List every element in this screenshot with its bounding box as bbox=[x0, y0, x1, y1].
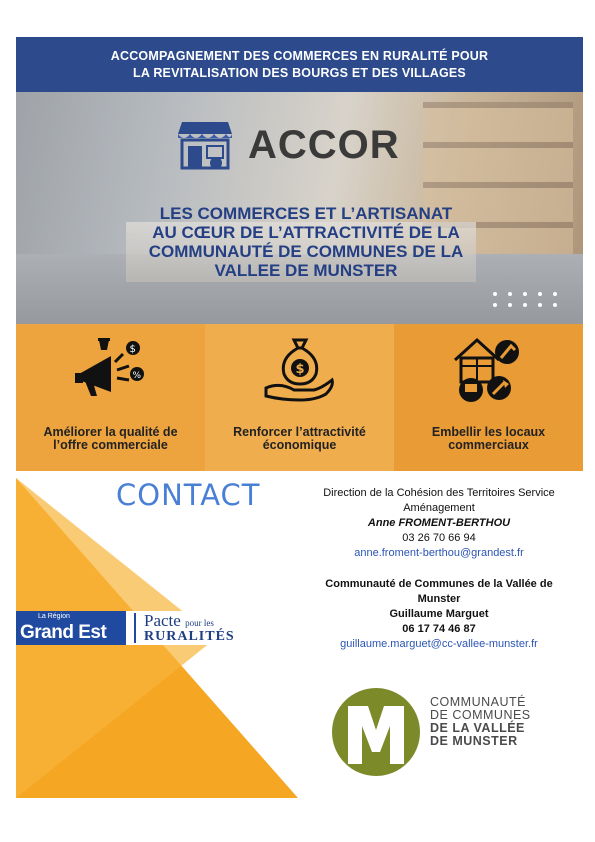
ccvm-m-icon bbox=[330, 686, 422, 778]
hero-title-line: COMMUNAUTÉ DE COMMUNES DE LA bbox=[148, 242, 464, 261]
contact-email-link[interactable]: guillaume.marguet@cc-vallee-munster.fr bbox=[340, 638, 538, 650]
ccvm-line: DE COMMUNES bbox=[430, 708, 531, 722]
accor-brand: ACCOR bbox=[248, 122, 400, 167]
contact-details bbox=[304, 486, 574, 652]
contact-email-link[interactable]: anne.froment-berthou@grandest.fr bbox=[354, 547, 524, 559]
hero-title-line: AU CŒUR DE L’ATTRACTIVITÉ DE LA bbox=[152, 223, 460, 242]
org-line: Aménagement bbox=[403, 502, 475, 514]
feature-label bbox=[225, 426, 375, 452]
feature-label-line: Embellir les locaux bbox=[431, 425, 546, 439]
feature-label-line: Améliorer la qualité de bbox=[43, 425, 178, 439]
contact-block-ccvm bbox=[304, 577, 574, 652]
grandest-small-text: La Région bbox=[38, 613, 70, 620]
contact-title: CONTACT bbox=[116, 478, 261, 512]
svg-text:$: $ bbox=[295, 362, 305, 377]
svg-text:$: $ bbox=[129, 344, 136, 355]
feature-label-line: l’offre commerciale bbox=[53, 438, 168, 452]
feature-locaux bbox=[394, 324, 583, 471]
accor-logo bbox=[176, 118, 400, 172]
ccvm-line: DE LA VALLÉE bbox=[430, 721, 525, 735]
contact-phone: 06 17 74 46 87 bbox=[402, 623, 476, 635]
banner-line-1: ACCOMPAGNEMENT DES COMMERCES EN RURALITÉ POUR bbox=[110, 49, 489, 63]
pacte-ruralites-logo bbox=[144, 610, 235, 644]
feature-strip bbox=[16, 324, 583, 471]
hero-image bbox=[16, 92, 583, 324]
feature-label bbox=[414, 426, 564, 452]
hero-title bbox=[106, 204, 506, 280]
contact-name: Guillaume Marguet bbox=[389, 608, 489, 620]
decorative-dots bbox=[493, 292, 561, 307]
feature-label-line: économique bbox=[262, 438, 337, 452]
grandest-pacte-logo bbox=[16, 611, 264, 645]
feature-label bbox=[36, 426, 186, 452]
contact-name: Anne FROMENT-BERTHOU bbox=[367, 517, 511, 529]
money-hand-icon bbox=[260, 334, 340, 404]
ccvm-text bbox=[430, 696, 531, 748]
feature-label-line: commerciaux bbox=[448, 438, 529, 452]
org-line: Munster bbox=[417, 593, 461, 605]
top-banner bbox=[16, 37, 583, 92]
contact-phone: 03 26 70 66 94 bbox=[402, 532, 476, 544]
shop-icon bbox=[176, 118, 234, 172]
contact-block-region bbox=[304, 486, 574, 561]
org-line: Direction de la Cohésion des Territoires Service bbox=[323, 487, 555, 499]
megaphone-icon bbox=[71, 334, 151, 404]
hero-title-line: VALLEE DE MUNSTER bbox=[214, 261, 398, 280]
banner-line-2: LA REVITALISATION DES BOURGS ET DES VILLAGES bbox=[133, 66, 466, 80]
feature-attractivite bbox=[205, 324, 394, 471]
hero-title-line: LES COMMERCES ET L’ARTISANAT bbox=[159, 204, 453, 223]
svg-text:%: % bbox=[132, 371, 141, 381]
org-line: Communauté de Communes de la Vallée de bbox=[325, 578, 553, 590]
renovation-icon bbox=[449, 334, 529, 404]
feature-commerce bbox=[16, 324, 205, 471]
grandest-big-text: Grand Est bbox=[20, 622, 107, 643]
pacte-text: Pacte bbox=[144, 610, 181, 630]
ccvm-line: DE MUNSTER bbox=[430, 734, 518, 748]
ruralites-text: RURALITÉS bbox=[144, 628, 235, 644]
feature-label-line: Renforcer l’attractivité bbox=[233, 425, 366, 439]
grandest-logo bbox=[16, 611, 126, 645]
ccvm-logo bbox=[330, 686, 590, 776]
ccvm-line: COMMUNAUTÉ bbox=[430, 695, 526, 709]
pacte-pour-text: pour les bbox=[185, 617, 214, 628]
